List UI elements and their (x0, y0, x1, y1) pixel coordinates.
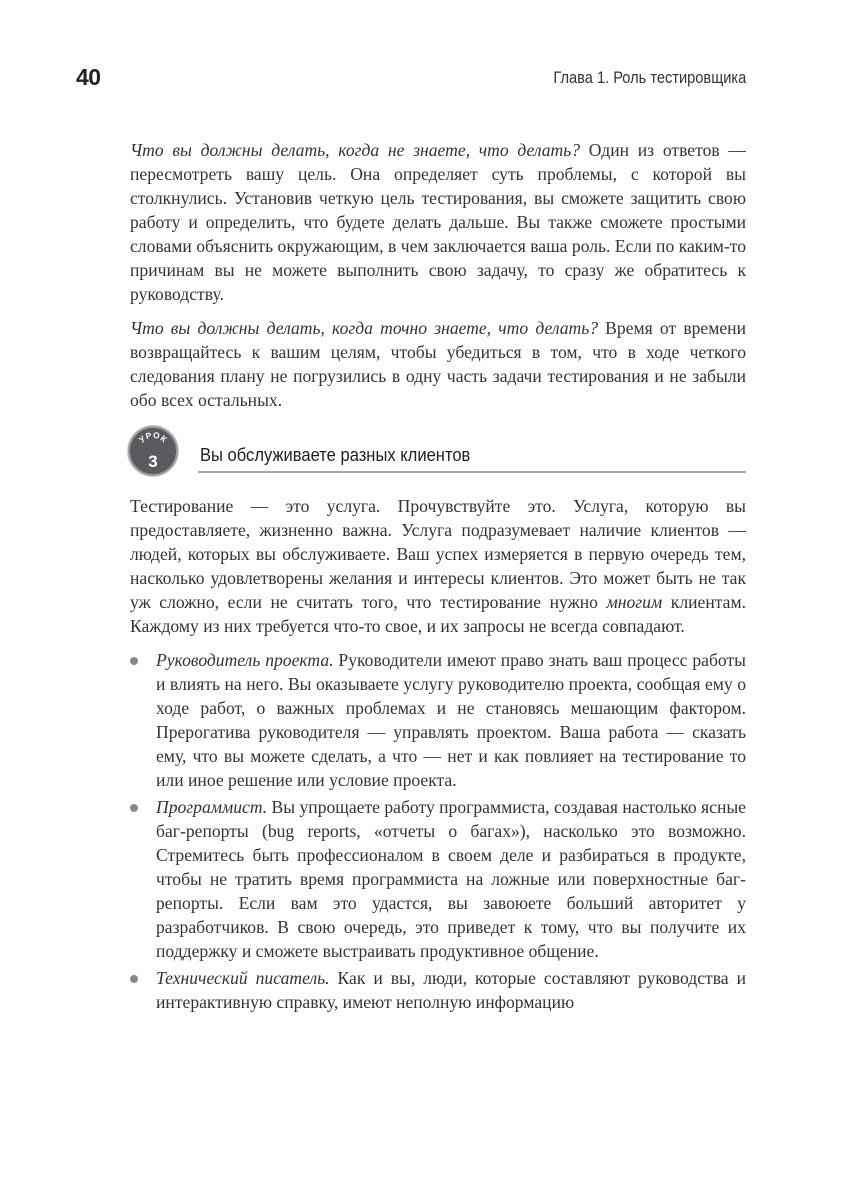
role-text: Вы упрощаете работу программиста, создавая настолько ясные баг-репорты (bug reports, «отчеты о багах»), насколько это возможно. Стремитесь быть профессионалом в своем деле и разбираться в продукте, чтобы не тратить время программиста на ложные или поверхностные баг-репорты. Если вам это удастся, вы завоюете больший авторитет у разработчиков. В свою очередь, это приведет к тому, что вы получите их поддержку и сможете выстраивать продуктивное общение. (156, 797, 746, 961)
bullet-icon (130, 975, 138, 983)
lesson-heading (128, 426, 746, 482)
list-item (130, 795, 746, 963)
paragraph-lead-question: Что вы должны делать, когда не знаете, что делать? (130, 140, 581, 160)
intro-paragraph (130, 494, 746, 638)
role-text: Руководители имеют право знать ваш процесс работы и влиять на него. Вы оказываете услугу руководителю проекта, сообщая ему о ходе работ, о важных проблемах и не становясь мешающим фактором. Прерогатива руководителя — управлять проектом. Ваша работа — сказать ему, что вы можете сделать, а что — нет и как повлияет на тестирование то или иное решение или условие проекта. (156, 650, 746, 790)
paragraph-text: Тестирование — это услуга. Прочувствуйте это. Услуга, которую вы предоставляете, жизненно важна. Услуга подразумевает наличие клиентов — людей, которых вы обслуживаете. Ваш успех измеряется в первую очередь тем, насколько удовлетворены желания и интересы клиентов. Это может быть не так уж сложно, если не считать того, что тестирование нужно (130, 496, 746, 612)
paragraph-lead-question: Что вы должны делать, когда точно знаете, что делать? (130, 318, 599, 338)
page-number: 40 (76, 64, 101, 90)
paragraph-text: Один из ответов — пересмотреть вашу цель. Она определяет суть проблемы, с которой вы столкнулись. Установив четкую цель тестирования, вы сможете защитить свою работу и определить, что будете делать дальше. Вы также сможете простыми словами объяснить окружающим, в чем заключается ваша роль. Если по каким-то причинам вы не можете выполнить свою задачу, то сразу же обратитесь к руководству. (130, 140, 746, 304)
paragraph (130, 138, 746, 306)
lesson-number: 3 (148, 452, 158, 471)
bullet-icon (130, 657, 138, 665)
bullet-icon (130, 804, 138, 812)
lesson-title: Вы обслуживаете разных клиентов (200, 445, 471, 465)
emphasis: многим (606, 592, 663, 612)
lesson-badge-label: УРОК (136, 429, 170, 445)
list-item (130, 966, 746, 1014)
page-body (130, 138, 746, 1017)
role-term: Программист. (156, 797, 268, 817)
list-item (130, 648, 746, 792)
heading-rule (198, 471, 746, 473)
paragraph (130, 316, 746, 412)
client-roles-list (130, 648, 746, 1014)
running-head: Глава 1. Роль тестировщика (553, 68, 746, 87)
lesson-badge (128, 426, 178, 476)
svg-text:УРОК (137, 430, 170, 445)
role-term: Технический писатель. (156, 968, 330, 988)
paragraph-text: клиентам. Каждому из них требуется что-то свое, и их запросы не всегда совпадают. (130, 592, 746, 636)
role-term: Руководитель проекта. (156, 650, 334, 670)
paragraph-text: Время от времени возвращайтесь к вашим целям, чтобы убедиться в том, что в ходе четкого следования плану не погрузились в одну часть задачи тестирования и не забыли обо всех остальных. (130, 318, 747, 410)
role-text: Как и вы, люди, которые составляют руководства и интерактивную справку, имеют неполную информацию (156, 968, 746, 1012)
